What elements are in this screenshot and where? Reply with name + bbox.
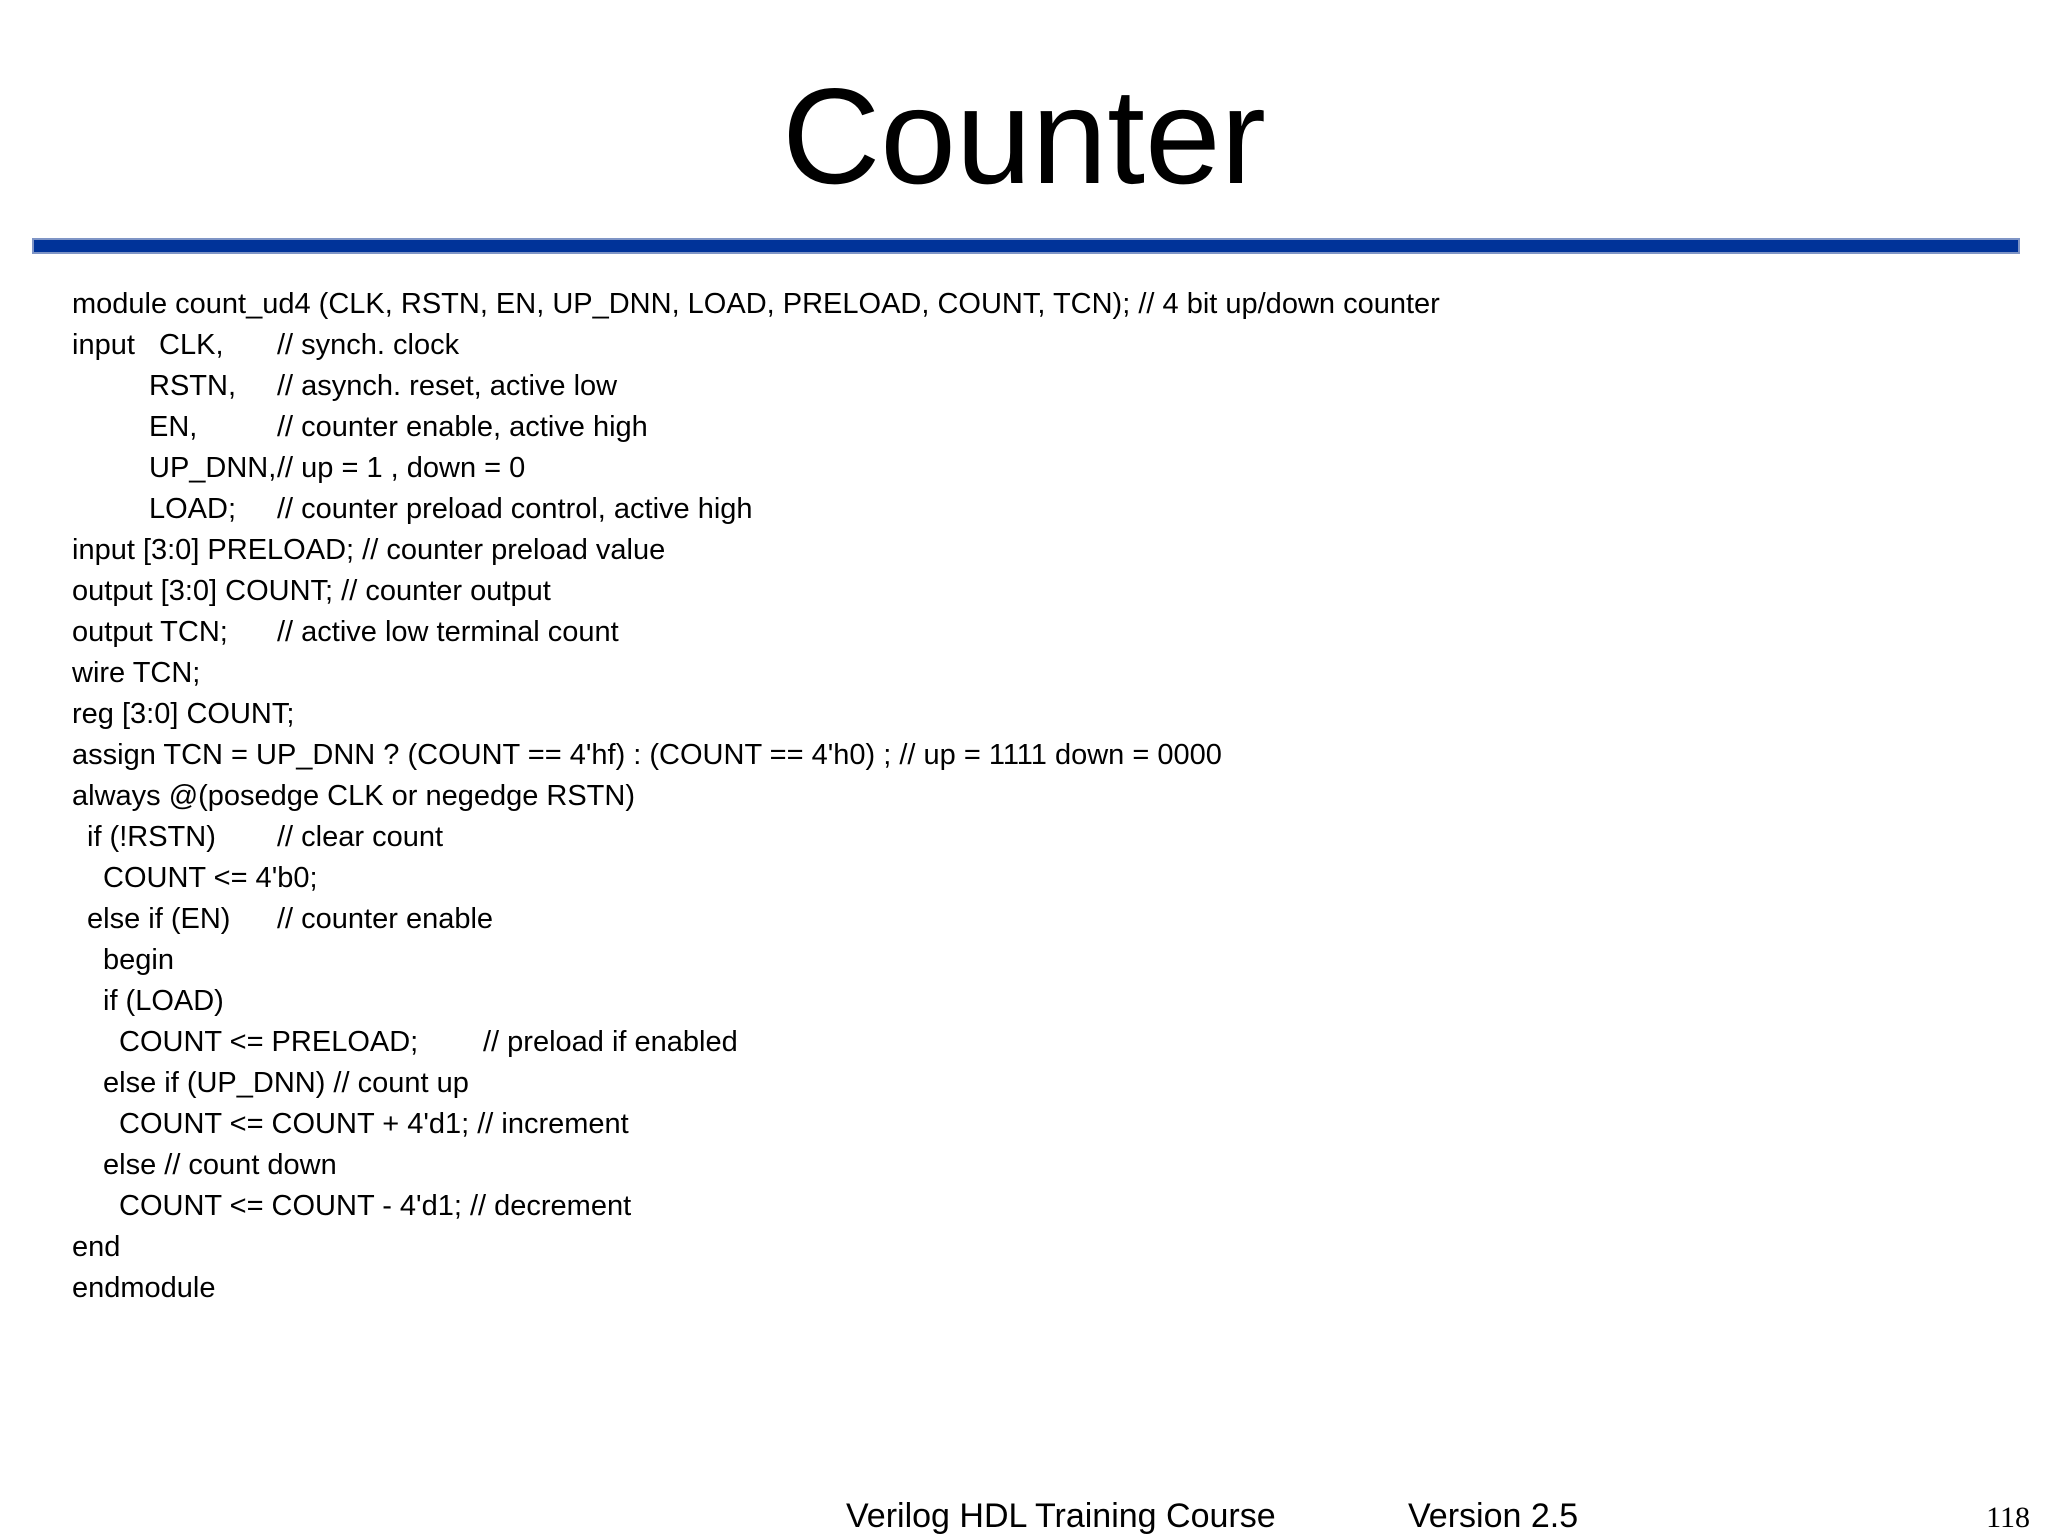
code-text: COUNT <= 4'b0; [103, 862, 318, 894]
code-line [72, 858, 2012, 899]
title-divider [34, 240, 2018, 252]
code-line [72, 1063, 2012, 1104]
code-line [72, 530, 2012, 571]
code-line [72, 489, 2012, 530]
code-text: EN, [149, 411, 198, 443]
code-text: input CLK, [72, 329, 224, 361]
code-comment: // asynch. reset, active low [277, 370, 618, 402]
code-text: else // count down [103, 1149, 337, 1181]
code-comment: // preload if enabled [483, 1026, 738, 1058]
code-line [72, 407, 2012, 448]
slide-title: Counter [782, 60, 1266, 212]
code-line [72, 981, 2012, 1022]
footer-course-title: Verilog HDL Training Course [846, 1497, 1276, 1535]
code-line [72, 571, 2012, 612]
code-text: COUNT <= COUNT - 4'd1; // decrement [119, 1190, 632, 1222]
code-comment: // up = 1 , down = 0 [277, 452, 526, 484]
code-line [72, 1186, 2012, 1227]
code-text: COUNT <= PRELOAD; [119, 1026, 419, 1058]
code-comment: // clear count [277, 821, 444, 853]
code-line [72, 1268, 2012, 1309]
code-comment: // synch. clock [277, 329, 460, 361]
code-line [72, 940, 2012, 981]
code-text: RSTN, [149, 370, 236, 402]
code-line [72, 284, 2012, 325]
footer-version: Version 2.5 [1408, 1497, 1579, 1535]
code-text: LOAD; [149, 493, 237, 525]
code-text: begin [103, 944, 174, 976]
code-line [72, 1227, 2012, 1268]
code-line [72, 366, 2012, 407]
code-comment: // counter preload control, active high [277, 493, 753, 525]
code-comment: // active low terminal count [277, 616, 619, 648]
code-line [72, 1145, 2012, 1186]
code-line [72, 735, 2012, 776]
code-text: input [3:0] PRELOAD; // counter preload value [72, 534, 666, 566]
code-text: assign TCN = UP_DNN ? (COUNT == 4'hf) : (COUNT == 4'h0) ; // up = 1111 down = 0000 [72, 739, 1222, 771]
code-comment: // counter enable, active high [277, 411, 648, 443]
code-text: always @(posedge CLK or negedge RSTN) [72, 780, 635, 812]
code-text: UP_DNN, [149, 452, 277, 484]
code-line [72, 612, 2012, 653]
code-line [72, 448, 2012, 489]
code-text: output [3:0] COUNT; // counter output [72, 575, 551, 607]
verilog-code-block [72, 284, 2012, 1309]
code-text: endmodule [72, 1272, 216, 1304]
code-text: if (!RSTN) [87, 821, 216, 853]
code-line [72, 694, 2012, 735]
code-text: output TCN; [72, 616, 228, 648]
code-line [72, 1022, 2012, 1063]
code-line [72, 899, 2012, 940]
page-number: 118 [1986, 1501, 2030, 1534]
code-text: module count_ud4 (CLK, RSTN, EN, UP_DNN, LOAD, PRELOAD, COUNT, TCN); // 4 bit up/down counter [72, 288, 1440, 320]
code-line [72, 817, 2012, 858]
code-comment: // counter enable [277, 903, 494, 935]
code-text: else if (UP_DNN) // count up [103, 1067, 469, 1099]
code-line [72, 776, 2012, 817]
code-line [72, 1104, 2012, 1145]
code-text: wire TCN; [72, 657, 201, 689]
code-text: reg [3:0] COUNT; [72, 698, 295, 730]
code-line [72, 653, 2012, 694]
code-text: else if (EN) [87, 903, 231, 935]
code-text: end [72, 1231, 121, 1263]
code-text: COUNT <= COUNT + 4'd1; // increment [119, 1108, 629, 1140]
code-line [72, 325, 2012, 366]
code-text: if (LOAD) [103, 985, 224, 1017]
